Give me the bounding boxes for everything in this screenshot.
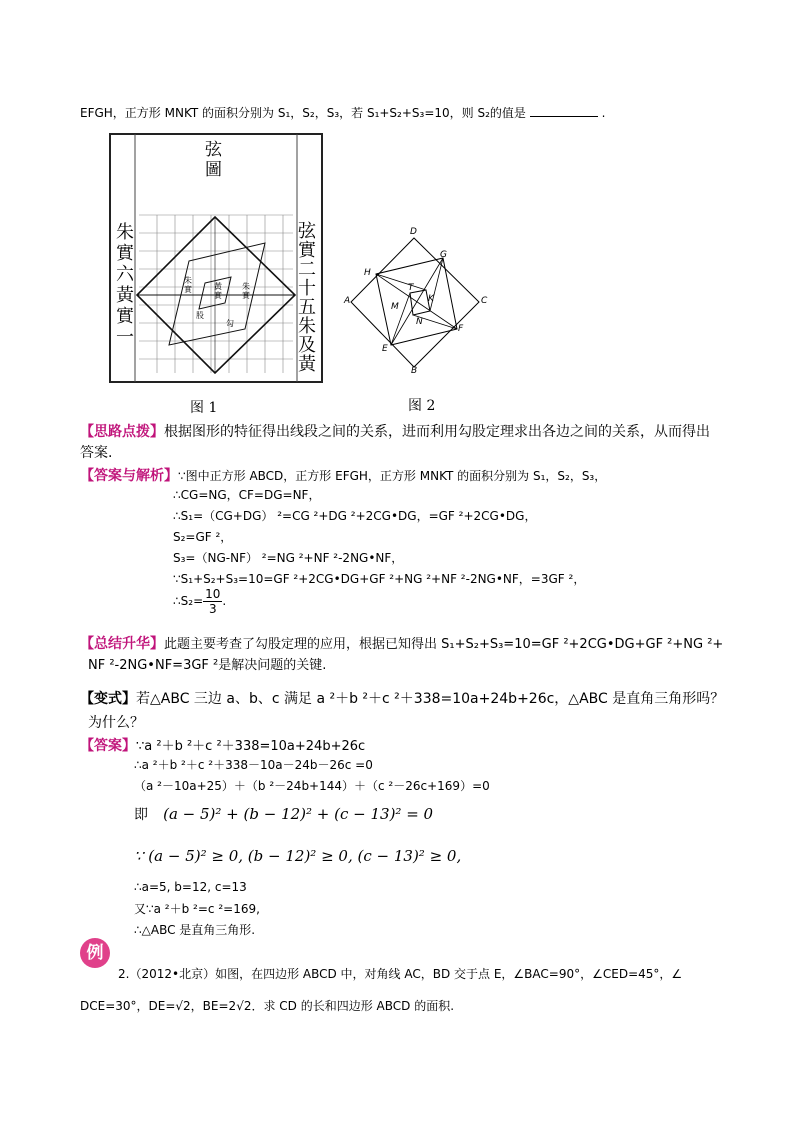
fig2-label-g: G: [440, 250, 447, 260]
answer-text: ∵图中正方形 ABCD，正方形 EFGH，正方形 MNKT 的面积分别为 S₁，S₂，S₃，: [178, 469, 607, 483]
fig2-label-c: C: [481, 296, 488, 306]
fig2-label-n: N: [416, 317, 423, 327]
variant-answer-inequality: ∵ (a − 5)² ≥ 0, (b − 12)² ≥ 0, (c − 13)² ≥ 0,: [134, 847, 462, 865]
example-line-1: 2.（2012•北京）如图，在四边形 ABCD 中，对角线 AC，BD 交于点 E，∠BAC=90°，∠CED=45°，∠: [118, 967, 683, 981]
fig2-label-f: F: [458, 324, 464, 334]
answer-line-4: S₃=（NG-NF） ²=NG ²+NF ²-2NG•NF，: [173, 551, 404, 565]
fig2-label-k: K: [428, 294, 434, 304]
figure-2-diagram: [340, 225, 490, 380]
answer-line-0: [80, 465, 606, 485]
figure-1-title: [205, 140, 222, 180]
answer-line-3: S₂=GF ²，: [173, 530, 233, 544]
hint-text: 根据图形的特征得出线段之间的关系，进而利用勾股定理求出各边之间的关系，从而得出: [164, 424, 710, 440]
answer-tag: 【答案与解析】: [80, 468, 178, 484]
intro-text: EFGH，正方形 MNKT 的面积分别为 S₁，S₂，S₃，若 S₁+S₂+S₃=10，则 S₂的值是: [80, 106, 526, 120]
hint-line-1: [80, 421, 710, 441]
variant-answer-line-6: ∴a=5, b=12, c=13: [134, 880, 247, 894]
fraction-denominator: 3: [208, 602, 217, 616]
intro-line: [80, 104, 605, 121]
example-line-2: DCE=30°，DE=√2，BE=2√2．求 CD 的长和四边形 ABCD 的面积.: [80, 999, 455, 1013]
variant-tag: 【变式】: [80, 691, 136, 707]
figure-1-inner-label: 勾: [226, 319, 234, 328]
answer-line-2: ∴S₁=（CG+DG） ²=CG ²+DG ²+2CG•DG，=GF ²+2CG•DG，: [173, 509, 537, 523]
summary-line-2: NF ²-2NG•NF=3GF ²是解决问题的关键.: [88, 658, 327, 673]
figure-1-caption: 图 1: [190, 400, 218, 416]
answer-s2-prefix: ∴S₂=: [173, 594, 204, 608]
fig2-label-b: B: [411, 366, 418, 376]
variant-answer-equation: (a − 5)² + (b − 12)² + (c − 13)² = 0: [163, 805, 434, 823]
example-badge: 例: [80, 938, 110, 968]
variant-line-1: [80, 688, 724, 708]
figure-2-caption: 图 2: [408, 398, 436, 414]
fig2-label-a: A: [344, 296, 351, 306]
variant-answer-line-7: 又∵a ²＋b ²=c ²=169,: [134, 902, 260, 916]
variant-answer-line-2: ∴a ²＋b ²＋c ²＋338－10a－24b－26c =0: [134, 758, 373, 772]
variant-answer-tag: 【答案】: [80, 738, 136, 754]
hint-line-2: 答案.: [80, 445, 113, 461]
summary-tag: 【总结升华】: [80, 636, 164, 652]
fraction-numerator: 10: [205, 587, 221, 601]
variant-answer-text: ∵a ²＋b ²＋c ²＋338=10a+24b+26c: [136, 739, 366, 754]
variant-answer-line-1: [80, 735, 365, 755]
answer-blank: [530, 104, 598, 117]
variant-answer-line-3: （a ²－10a+25）＋（b ²－24b+144）＋（c ²－26c+169）=0: [134, 779, 490, 793]
fig2-label-m: M: [391, 302, 399, 312]
intro-end: .: [601, 106, 606, 120]
variant-answer-ji: 即: [134, 807, 148, 823]
variant-text: 若△ABC 三边 a、b、c 满足 a ²＋b ²＋c ²＋338=10a+24b+26c，△ABC 是直角三角形吗？: [136, 691, 725, 707]
figure-1-inner-label: 股: [196, 311, 204, 320]
variant-answer-line-5: [134, 846, 461, 865]
answer-line-1: ∴CG=NG，CF=DG=NF，: [173, 488, 321, 502]
figure-1-right-column: 弦實二十五朱及黃: [298, 221, 316, 375]
figure-1-inner-label: 朱實: [242, 282, 250, 300]
figure-1-inner-label: 朱實: [184, 276, 192, 294]
figure-1-left-column: 朱實六黃實一: [116, 222, 134, 348]
figure-1-title-bottom: 圖: [205, 160, 222, 180]
fig2-label-h: H: [364, 268, 371, 278]
answer-fraction: [203, 587, 222, 616]
fig2-label-t: T: [408, 283, 414, 293]
variant-answer-line-8: ∴△ABC 是直角三角形.: [134, 923, 256, 937]
fig2-label-d: D: [410, 227, 417, 237]
summary-text: 此题主要考查了勾股定理的应用，根据已知得出 S₁+S₂+S₃=10=GF ²+2CG•DG+GF ²+NG ²+: [164, 637, 724, 652]
hint-tag: 【思路点拨】: [80, 424, 164, 440]
figure-1-inner-label: 黃實: [214, 282, 222, 300]
variant-answer-line-4: [134, 804, 433, 824]
answer-s2-end: .: [222, 594, 227, 608]
variant-line-2: 为什么？: [88, 715, 144, 731]
summary-line-1: [80, 633, 723, 653]
answer-line-6: [173, 587, 226, 616]
answer-line-5: ∵S₁+S₂+S₃=10=GF ²+2CG•DG+GF ²+NG ²+NF ²-2NG•NF，=3GF ²，: [173, 572, 586, 586]
figure-1-title-top: 弦: [205, 140, 222, 160]
fig2-label-e: E: [382, 344, 388, 354]
